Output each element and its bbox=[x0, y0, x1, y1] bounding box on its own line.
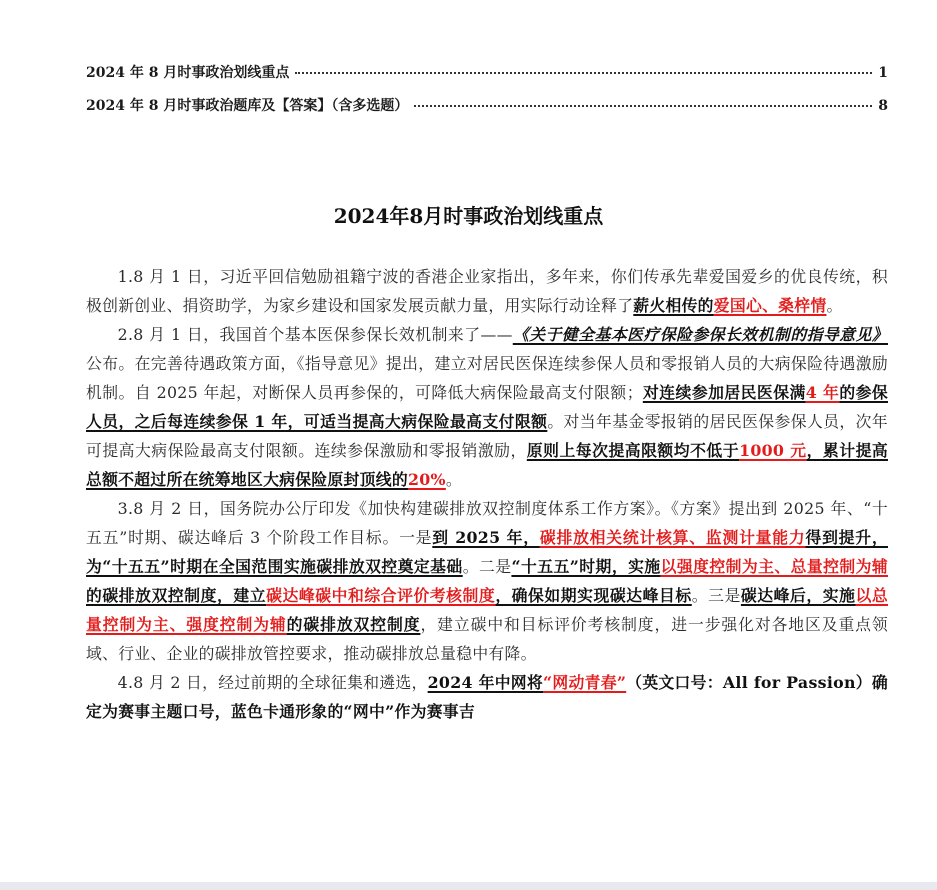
highlight-text: ，累计提高总额不超过所在统筹地区大病保险原封顶线的 bbox=[86, 441, 888, 489]
highlight-text: 得到提升，为“十五五”时期在全国范围实施碳排放双控奠定基础 bbox=[86, 528, 888, 576]
document-title-highlight: 《关于健全基本医疗保险参保长效机制的指导意见》 bbox=[512, 325, 889, 344]
toc-entry-title: 2024 年 8 月时事政治划线重点 bbox=[86, 65, 290, 81]
toc-entry-page: 8 bbox=[878, 98, 888, 114]
highlight-text: 薪火相传的 bbox=[633, 296, 714, 315]
text-run: 。 bbox=[445, 470, 462, 489]
paragraph-4 bbox=[86, 668, 888, 726]
key-number: 20% bbox=[407, 470, 446, 489]
key-number: 1000 元 bbox=[739, 441, 807, 460]
highlight-text: 的参保人员，之后每连续参保 1 年，可适当提高大病保险最高支付限额 bbox=[86, 383, 888, 431]
text-run: 1.8 月 1 日，习近平回信勉励祖籍宁波的香港企业家指出，多年来，你们传承先辈爱国爱乡的优良传统，积极创新创业、捐资助学，为家乡建设和国家发展贡献力量，用实际行动诠释了 bbox=[86, 267, 888, 315]
toc-leader-dots bbox=[414, 105, 872, 107]
toc-entry[interactable] bbox=[86, 62, 888, 95]
text-run: （英文口号：All for Passion）确定为赛事主题口号，蓝色卡通形象的“网中”作为赛事吉 bbox=[86, 673, 888, 721]
key-phrase: 碳排放相关统计核算、监测计量能力 bbox=[539, 528, 806, 547]
highlight-text: 碳达峰后，实施 bbox=[740, 586, 856, 605]
key-phrase: 碳达峰碳中和综合评价考核制度 bbox=[266, 586, 496, 605]
document-heading: 2024年8月时事政治划线重点 bbox=[333, 204, 604, 228]
highlight-text: 的碳排放双控制度，建立 bbox=[86, 586, 267, 605]
text-run: 。 bbox=[826, 296, 843, 315]
text-run: 3.8 月 2 日，国务院办公厅印发《加快构建碳排放双控制度体系工作方案》。《方案》提出到 2025 年、“十五五”时期、碳达峰后 3 个阶段工作目标。一是 bbox=[86, 499, 888, 547]
highlight-text: 原则上每次提高限额均不低于 bbox=[526, 441, 740, 460]
document-body bbox=[86, 262, 888, 726]
text-run: ，建立碳中和目标评价考核制度，进一步强化对各地区及重点领域、行业、企业的碳排放管控要求，推动碳排放总量稳中有降。 bbox=[86, 615, 888, 663]
toc-entry[interactable] bbox=[86, 95, 888, 128]
text-run: 。三是 bbox=[691, 586, 741, 605]
toc-entry-page: 1 bbox=[878, 65, 888, 81]
paragraph-2 bbox=[86, 320, 888, 494]
key-phrase: “网动青春” bbox=[543, 673, 627, 692]
toc-entry-title: 2024 年 8 月时事政治题库及【答案】（含多选题） bbox=[86, 98, 409, 114]
text-run: 。对当年基金零报销的居民医保参保人员，次年可提高大病保险最高支付限额。连续参保激励和零报销激励， bbox=[86, 412, 888, 460]
highlight-text: 到 2025 年， bbox=[432, 528, 540, 547]
text-run: 2.8 月 1 日，我国首个基本医保参保长效机制来了—— bbox=[117, 325, 513, 344]
paragraph-3 bbox=[86, 494, 888, 668]
key-phrase: 以强度控制为主、总量控制为辅 bbox=[660, 557, 888, 576]
toc-leader-dots bbox=[295, 72, 872, 74]
paragraph-1 bbox=[86, 262, 888, 320]
table-of-contents bbox=[86, 62, 888, 128]
text-run: 4.8 月 2 日，经过前期的全球征集和遴选， bbox=[117, 673, 428, 692]
highlight-text: “十五五”时期，实施 bbox=[511, 557, 661, 576]
key-number: 4 年 bbox=[805, 383, 840, 402]
key-phrase: 爱国心、桑梓情 bbox=[713, 296, 827, 315]
text-run: 公布。在完善待遇政策方面，《指导意见》提出，建立对居民医保连续参保人员和零报销人员的大病保险待遇激励机制。自 2025 年起，对断保人员再参保的，可降低大病保险最高支付限额； bbox=[86, 354, 888, 402]
key-phrase: 以总量控制为主、强度控制为辅 bbox=[86, 586, 888, 634]
viewer-bottom-strip bbox=[0, 882, 937, 890]
highlight-text: 的碳排放双控制度 bbox=[286, 615, 421, 634]
highlight-text: 2024 年中网将 bbox=[427, 673, 544, 692]
highlight-text: 对连续参加居民医保满 bbox=[642, 383, 806, 402]
text-run: 。二是 bbox=[462, 557, 512, 576]
highlight-text: ，确保如期实现碳达峰目标 bbox=[495, 586, 692, 605]
